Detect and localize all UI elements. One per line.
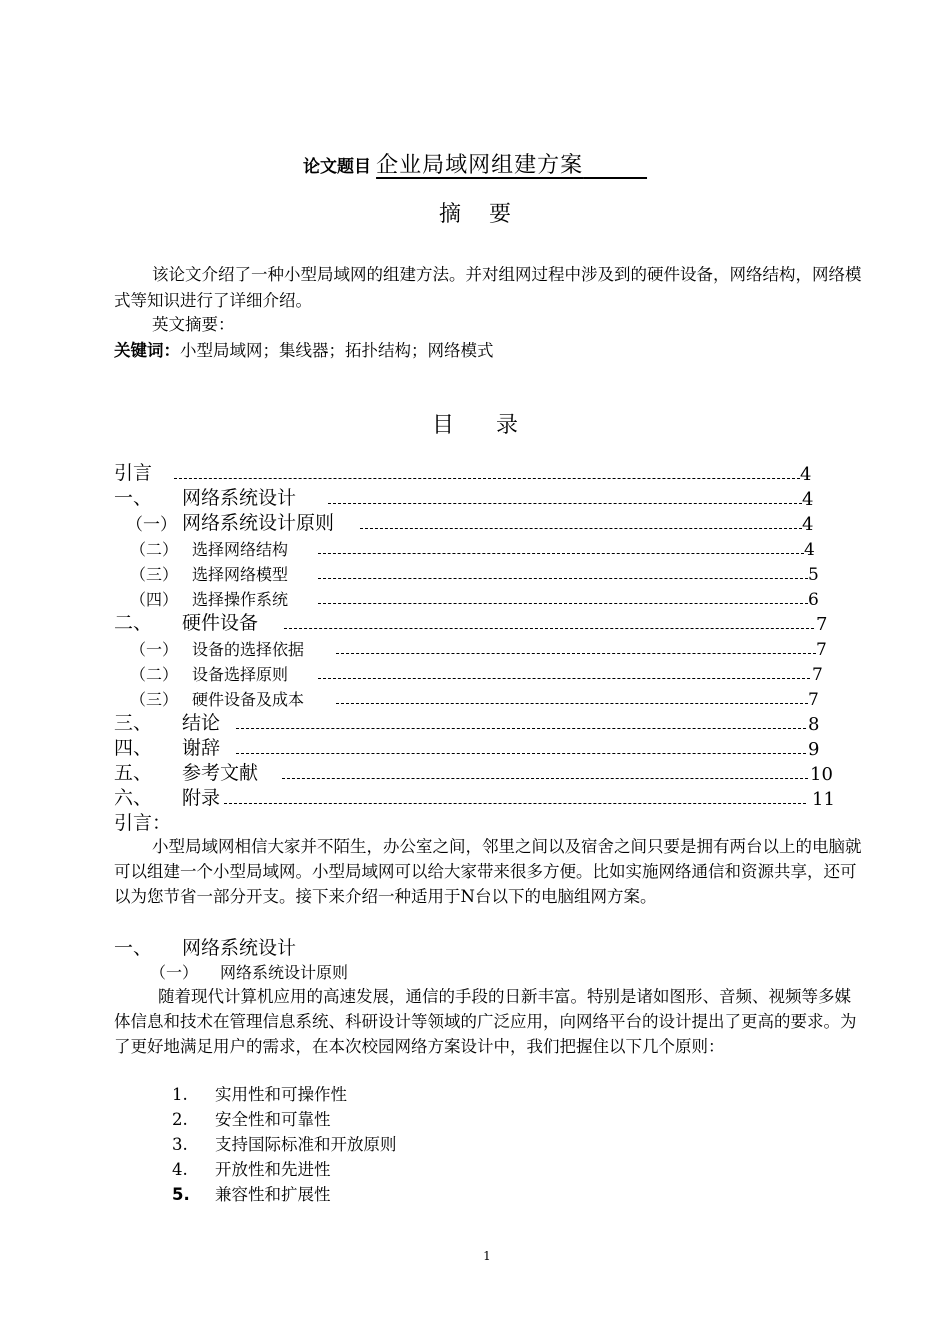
- toc-entry[interactable]: [114, 535, 834, 560]
- toc-entry-page: 6: [808, 590, 819, 610]
- section-1-title: 网络系统设计: [182, 937, 297, 959]
- toc-entry-page: 7: [816, 614, 828, 635]
- toc-entry-page: 7: [816, 640, 827, 660]
- toc-entry-number: 四、: [114, 737, 153, 759]
- section-1-heading: [114, 933, 296, 960]
- abstract-body: 该论文介绍了一种小型局域网的组建方法。并对组网过程中涉及到的硬件设备，网络结构，网络模式等知识进行了详细介绍。: [114, 265, 862, 310]
- toc-entry-leader: [328, 503, 802, 504]
- toc-entry-page: 4: [802, 514, 814, 535]
- toc-entry-leader: [236, 728, 806, 729]
- toc-entry-page: 4: [802, 489, 814, 510]
- intro-body: 小型局域网相信大家并不陌生，办公室之间，邻里之间以及宿舍之间只要是拥有两台以上的电脑就可以组建一个小型局域网。小型局域网可以给大家带来很多方便。比如实施网络通信和资源共享，还可以为您节省一部分开支。接下来介绍一种适用于N台以下的电脑组网方案。: [114, 837, 862, 906]
- toc-entry-leader: [360, 528, 802, 529]
- intro-heading: 引言：: [114, 812, 172, 834]
- toc-entry-number: 三、: [114, 712, 153, 734]
- toc-entry-title: 谢辞: [182, 737, 221, 759]
- toc-entry-leader: [318, 678, 810, 679]
- toc-entry-number: 五、: [114, 762, 153, 784]
- toc-entry-number: （三）: [130, 690, 179, 709]
- toc-entry[interactable]: [114, 560, 834, 585]
- toc-entry-leader: [318, 603, 808, 604]
- toc-entry-number: （三）: [130, 565, 179, 584]
- section-1-1-body: 随着现代计算机应用的高速发展，通信的手段的日新丰富。特别是诸如图形、音频、视频等多媒体信息和技术在管理信息系统、科研设计等领域的广泛应用，向网络平台的设计提出了更高的要求。为了更好地满足用户的需求，在本次校园网络方案设计中，我们把握住以下几个原则：: [114, 987, 857, 1056]
- toc-entry[interactable]: [114, 485, 834, 510]
- toc-entry-page: 7: [808, 690, 819, 710]
- toc-entry-number: （二）: [130, 665, 179, 684]
- toc-entry-page: 9: [808, 739, 820, 760]
- toc-entry-number: （一）: [130, 640, 179, 659]
- toc-entry-number: （一）: [126, 515, 177, 535]
- toc-entry[interactable]: [114, 610, 834, 635]
- list-item-text: 兼容性和扩展性: [215, 1185, 331, 1204]
- list-item-number: 3.: [172, 1135, 188, 1154]
- abstract-heading: 摘 要: [439, 202, 511, 227]
- list-item-text: 开放性和先进性: [215, 1160, 331, 1179]
- toc-entry-number: （二）: [130, 540, 179, 559]
- list-item-number: 1.: [172, 1085, 188, 1104]
- toc-entry-title: 选择网络模型: [192, 565, 289, 584]
- toc-entry[interactable]: [114, 635, 834, 660]
- toc-entry[interactable]: [114, 710, 834, 735]
- toc-entry-title: 选择网络结构: [192, 540, 289, 559]
- toc-entry[interactable]: [114, 510, 834, 535]
- toc-entry-leader: [224, 803, 806, 804]
- toc-entry-page: 11: [812, 789, 835, 810]
- toc-entry-page: 10: [810, 764, 833, 785]
- section-1-number: 一、: [114, 937, 153, 959]
- toc-entry-page: 7: [812, 665, 823, 685]
- toc-entry-page: 8: [808, 714, 820, 735]
- toc-entry[interactable]: [114, 660, 834, 685]
- toc-entry-leader: [336, 653, 816, 654]
- toc-entry-title: 设备选择原则: [192, 665, 289, 684]
- toc-entry-page: 4: [804, 540, 815, 560]
- toc-entry-title: 选择操作系统: [192, 590, 289, 609]
- list-item-number: 5.: [172, 1185, 190, 1204]
- toc-entry-title: 网络系统设计: [182, 487, 297, 509]
- toc-entry[interactable]: [114, 685, 834, 710]
- keywords-label: 关键词：: [114, 341, 180, 360]
- list-item-number: 4.: [172, 1160, 188, 1179]
- toc-entry-number: （四）: [130, 590, 179, 609]
- toc-entry-title: 设备的选择依据: [192, 640, 305, 659]
- toc-entry-title: 网络系统设计原则: [182, 512, 335, 534]
- toc-entry-title: 引言: [114, 462, 153, 484]
- table-of-contents: [114, 460, 834, 810]
- toc-entry-title: 附录: [182, 787, 221, 809]
- toc-entry-title: 参考文献: [182, 762, 259, 784]
- thesis-title: [0, 148, 950, 179]
- keywords-value: 小型局域网；集线器；拓扑结构；网络模式: [180, 341, 494, 360]
- toc-entry-title: 硬件设备: [182, 612, 259, 634]
- toc-entry-leader: [174, 478, 800, 479]
- list-item-text: 安全性和可靠性: [215, 1110, 331, 1129]
- toc-entry-leader: [236, 753, 806, 754]
- toc-entry-number: 二、: [114, 612, 153, 634]
- toc-entry[interactable]: [114, 785, 834, 810]
- abstract-english-label: 英文摘要：: [152, 315, 235, 334]
- toc-entry[interactable]: [114, 460, 834, 485]
- toc-entry-leader: [336, 703, 808, 704]
- list-item-text: 实用性和可操作性: [215, 1085, 347, 1104]
- toc-heading: 目 录: [432, 413, 518, 438]
- toc-entry-number: 六、: [114, 787, 153, 809]
- thesis-title-label: 论文题目: [302, 157, 371, 177]
- toc-entry-number: 一、: [114, 487, 153, 509]
- list-item-text: 支持国际标准和开放原则: [215, 1135, 397, 1154]
- section-1-1-heading: [150, 960, 348, 983]
- toc-entry[interactable]: [114, 585, 834, 610]
- page-number: 1: [483, 1249, 491, 1263]
- toc-entry-title: 硬件设备及成本: [192, 690, 305, 709]
- toc-entry-leader: [284, 628, 814, 629]
- toc-entry-leader: [318, 553, 804, 554]
- section-1-1-number: （一）: [150, 963, 199, 982]
- list-item-number: 2.: [172, 1110, 188, 1129]
- keywords: [114, 338, 494, 364]
- toc-entry-leader: [318, 578, 808, 579]
- toc-entry-page: 5: [808, 565, 819, 585]
- toc-entry-title: 结论: [182, 712, 221, 734]
- section-1-1-title: 网络系统设计原则: [220, 963, 349, 982]
- toc-entry[interactable]: [114, 735, 834, 760]
- toc-entry-page: 4: [800, 464, 812, 485]
- toc-entry[interactable]: [114, 760, 834, 785]
- thesis-title-value: 企业局域网组建方案: [376, 153, 584, 178]
- toc-entry-leader: [282, 778, 808, 779]
